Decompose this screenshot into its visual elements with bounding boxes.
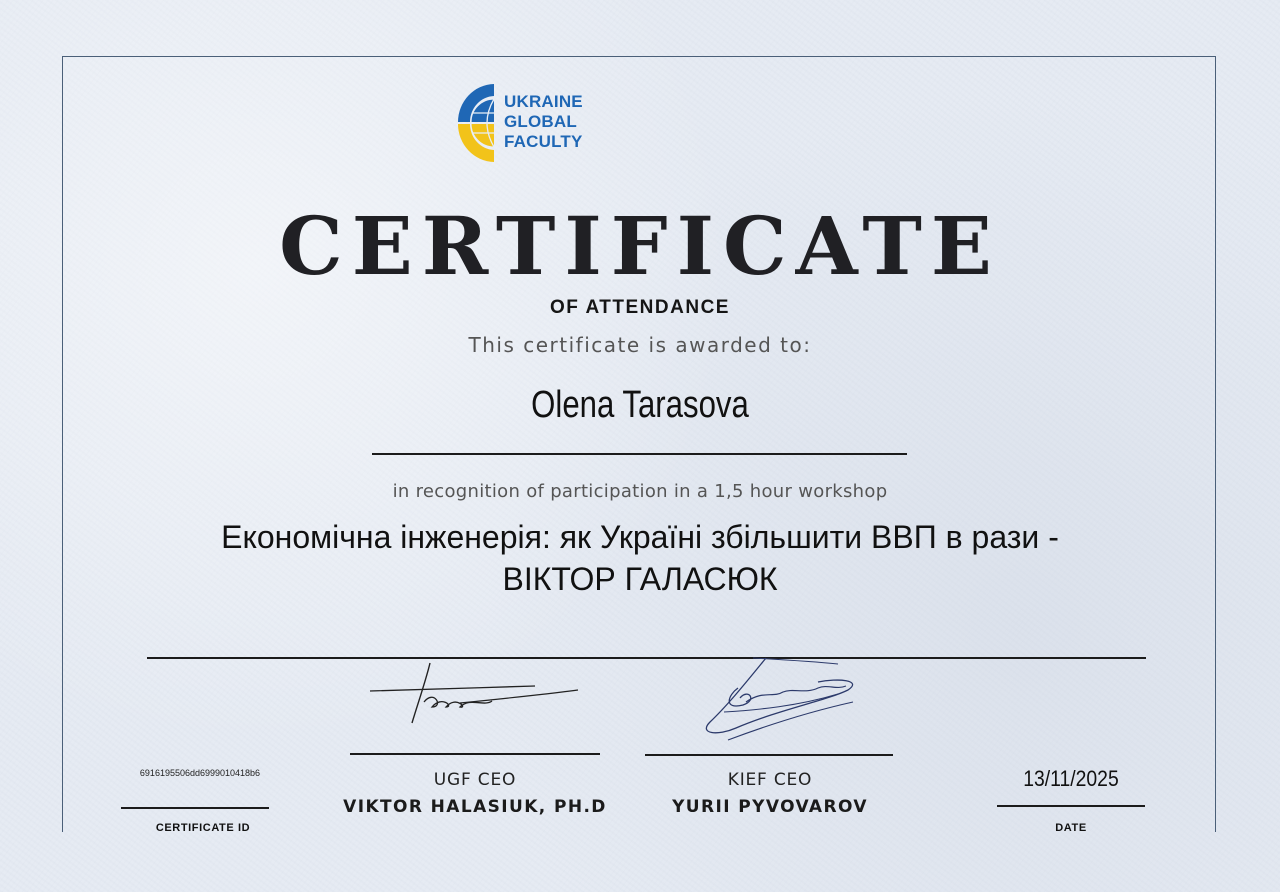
logo-line-3: FACULTY xyxy=(504,132,583,151)
date-value: 13/11/2025 xyxy=(1023,766,1119,791)
awarded-text: This certificate is awarded to: xyxy=(468,333,812,357)
workshop-title xyxy=(140,516,1140,600)
workshop-title-line-2: ВІКТОР ГАЛАСЮК xyxy=(502,561,778,597)
certificate-id-line xyxy=(121,807,269,809)
signer2-line xyxy=(645,754,893,756)
workshop-title-line-1: Економічна інженерія: як Україні збільшити ВВП в рази - xyxy=(221,519,1059,555)
date-line xyxy=(997,805,1145,807)
certificate-id-label: CERTIFICATE ID xyxy=(155,822,251,834)
recipient-name: Olena Tarasova xyxy=(531,384,749,426)
signer2-name: YURII PYVOVAROV xyxy=(672,797,868,817)
signer1-role: UGF CEO xyxy=(433,770,517,790)
certificate-title: CERTIFICATE xyxy=(279,199,1001,293)
logo-line-1: UKRAINE xyxy=(504,92,583,111)
signer1-line xyxy=(350,753,600,755)
logo-wordmark xyxy=(504,92,583,152)
signer1-name: VIKTOR HALASIUK, PH.D xyxy=(343,797,607,817)
globe-logo-icon xyxy=(456,83,496,163)
date-label: DATE xyxy=(1055,822,1087,834)
ukraine-global-faculty-logo xyxy=(456,83,596,163)
recognition-text: in recognition of participation in a 1,5 hour workshop xyxy=(392,481,888,502)
certificate-subtitle: OF ATTENDANCE xyxy=(550,297,730,318)
signer2-role: KIEF CEO xyxy=(727,770,813,790)
logo-line-2: GLOBAL xyxy=(504,112,577,131)
certificate-id-value: 6916195506dd6999010418b6 xyxy=(139,768,261,778)
signature-viktor-halasiuk xyxy=(360,655,590,730)
signature-yurii-pyvovarov xyxy=(688,650,868,745)
footer-divider xyxy=(147,657,1146,659)
certificate-border xyxy=(62,56,1216,832)
recipient-underline xyxy=(372,453,907,455)
